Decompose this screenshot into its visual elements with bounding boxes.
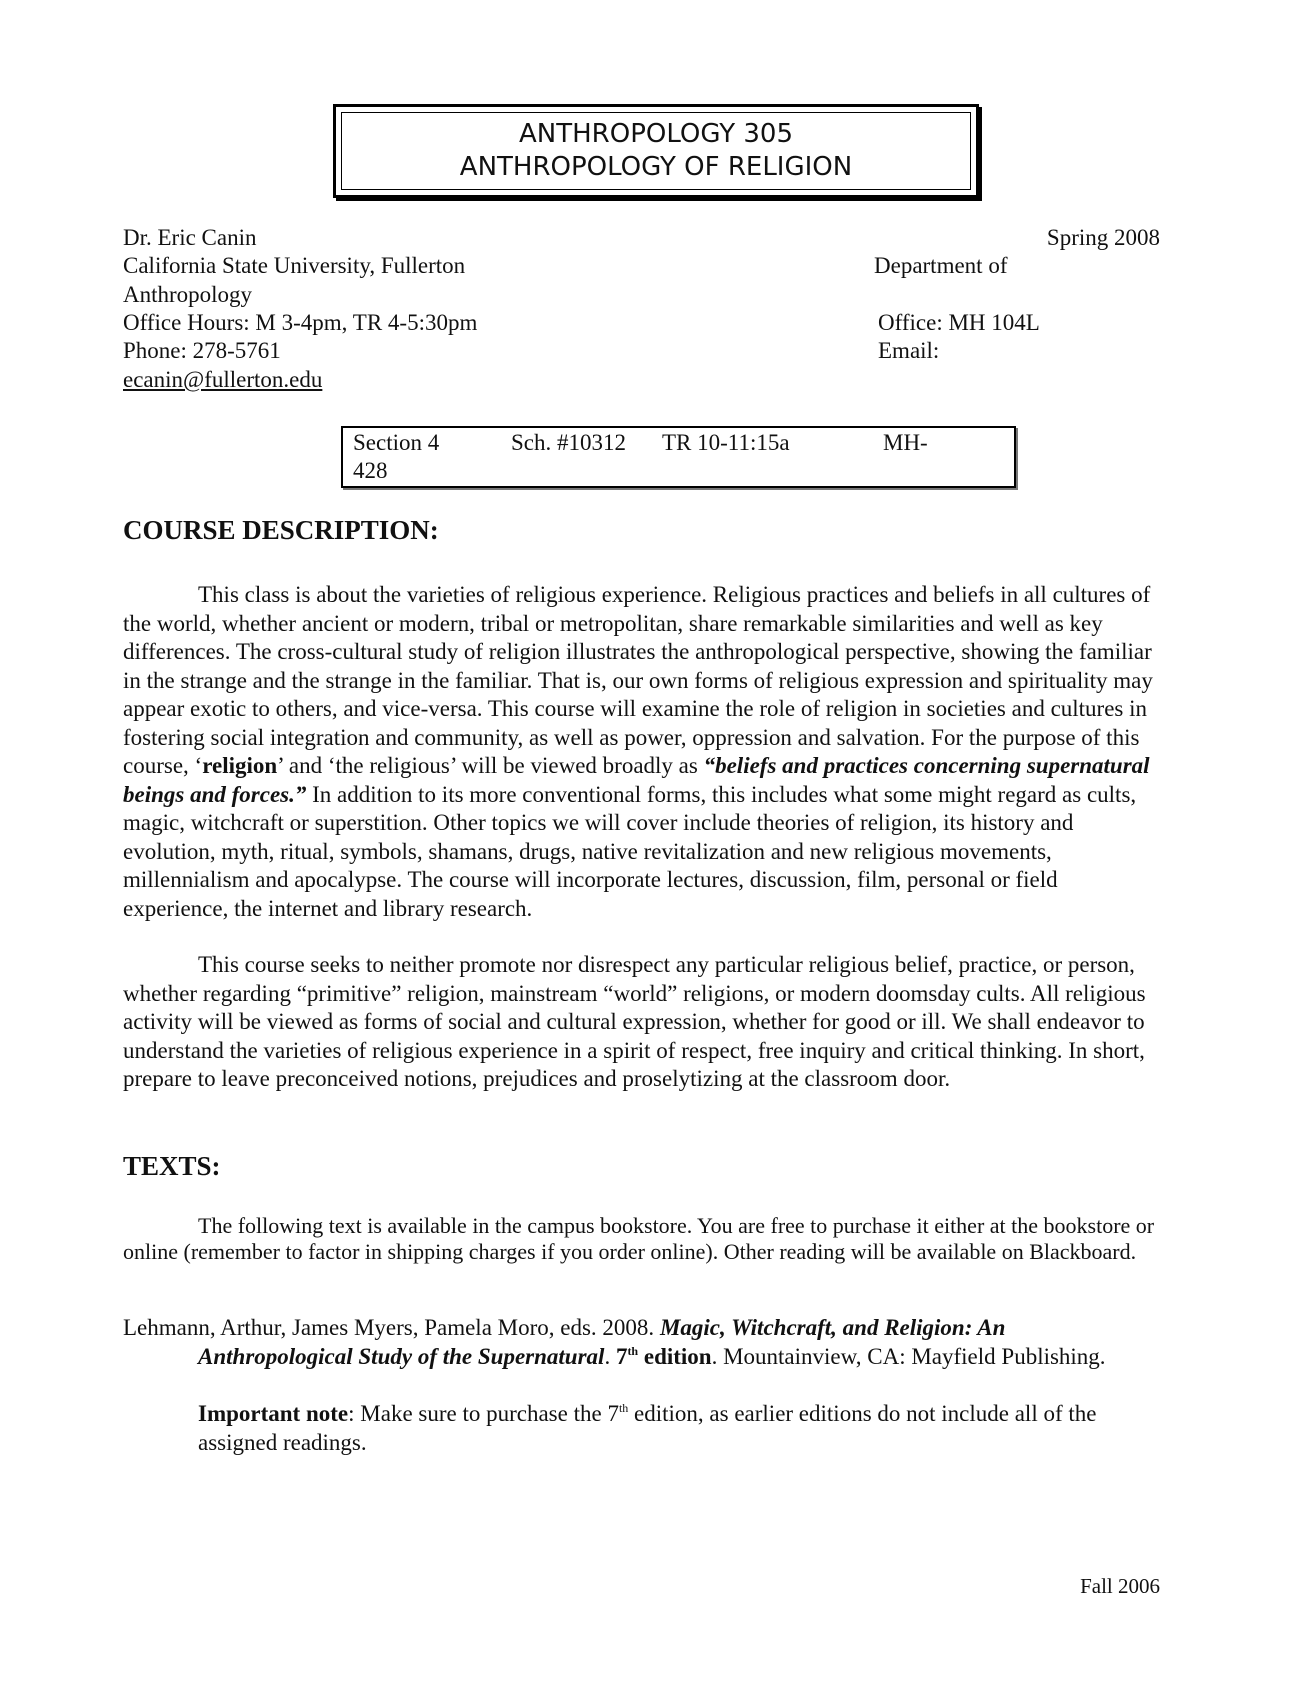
course-name: ANTHROPOLOGY OF RELIGION bbox=[459, 152, 853, 182]
course-description-paragraph-1 bbox=[123, 581, 1163, 923]
email-link[interactable]: ecanin@fullerton.edu bbox=[123, 367, 323, 392]
office-location: Office: MH 104L bbox=[878, 310, 1040, 335]
section-row-2 bbox=[353, 457, 1014, 485]
p1-religion-term: religion bbox=[202, 753, 278, 778]
phone: Phone: 278-5761 bbox=[123, 338, 281, 363]
citation-edition bbox=[616, 1344, 712, 1369]
edition-number: 7 bbox=[615, 1343, 628, 1369]
citation-authors: Lehmann, Arthur, James Myers, Pamela Moro, eds. 2008. bbox=[123, 1315, 660, 1340]
university: California State University, Fullerton bbox=[123, 253, 466, 278]
important-note-suffix: th bbox=[618, 1401, 629, 1415]
email-label: Email: bbox=[878, 338, 940, 363]
department-label: Department of bbox=[874, 253, 1008, 278]
section-info-box bbox=[341, 426, 1016, 488]
term: Spring 2008 bbox=[1046, 225, 1160, 250]
course-number: ANTHROPOLOGY 305 bbox=[519, 119, 793, 149]
important-note-text-a: : Make sure to purchase the 7 bbox=[348, 1401, 619, 1426]
section-number: Section 4 bbox=[353, 430, 440, 455]
p1-definition: “beliefs and practices concerning supernatural beings and forces.” bbox=[123, 753, 1150, 807]
instructor-name: Dr. Eric Canin bbox=[123, 225, 257, 250]
important-note-label: Important note bbox=[198, 1401, 349, 1426]
p1-text-a: This class is about the varieties of religious experience. Religious practices and beliefs in all cultures of the world, whether ancient or modern, tribal or metropolitan, share remarkable similarities and well as key differences. The cross-cultural study of religion illustrates the anthropological perspective, showing the familiar in the strange and the strange in the familiar. That is, our own forms of religious expression and spirituality may appear exotic to others, and vice-versa. This course will examine the role of religion in societies and cultures in fostering social integration and community, as well as power, oppression and salvation. For the purpose of this course, ‘ bbox=[123, 582, 1153, 778]
course-title-inner bbox=[341, 112, 971, 190]
citation-title: Magic, Witchcraft, and Religion: An Anthropological Study of the Supernatural bbox=[198, 1315, 1006, 1369]
course-description-heading: COURSE DESCRIPTION: bbox=[123, 515, 439, 545]
important-note-text-b: edition, as earlier editions do not include all of the assigned readings. bbox=[198, 1401, 1097, 1455]
textbook-citation bbox=[123, 1314, 1163, 1371]
office-hours: Office Hours: M 3-4pm, TR 4-5:30pm bbox=[123, 310, 478, 335]
course-title-box bbox=[333, 104, 979, 198]
room-part2: 428 bbox=[353, 458, 388, 483]
room-part1: MH- bbox=[883, 430, 928, 455]
important-note bbox=[198, 1400, 1163, 1457]
meeting-time: TR 10-11:15a bbox=[662, 430, 790, 455]
p1-text-b: ’ and ‘the religious’ will be viewed broadly as bbox=[277, 753, 704, 778]
department-name: Anthropology bbox=[123, 282, 253, 307]
section-row bbox=[353, 429, 1014, 457]
edition-suffix: th bbox=[627, 1343, 639, 1358]
citation-period: . bbox=[604, 1343, 616, 1369]
texts-heading: TEXTS: bbox=[123, 1151, 221, 1181]
page-footer: Fall 2006 bbox=[1080, 1574, 1160, 1598]
citation-publisher: . Mountainview, CA: Mayfield Publishing. bbox=[711, 1343, 1106, 1369]
course-description-paragraph-2: This course seeks to neither promote nor disrespect any particular religious belief, practice, or person, whether regarding “primitive” religion, mainstream “world” religions, or modern doomsday cults. All religious activity will be viewed as forms of social and cultural expression, whether for good or ill. We shall endeavor to understand the varieties of religious experience in a spirit of respect, free inquiry and critical thinking. In short, prepare to leave preconceived notions, prejudices and proselytizing at the classroom door. bbox=[123, 952, 1146, 1091]
texts-intro: The following text is available in the campus bookstore. You are free to purchase it either at the bookstore or online (remember to factor in shipping charges if you order online). Other reading will be available on Blackboard. bbox=[123, 1213, 1155, 1264]
schedule-number: Sch. #10312 bbox=[511, 430, 626, 455]
p1-text-c: In addition to its more conventional forms, this includes what some might regard as cults, magic, witchcraft or superstition. Other topics we will cover include theories of religion, its history and evolution, myth, ritual, symbols, shamans, drugs, native revitalization and new religious movements, millennialism and apocalypse. The course will incorporate lectures, discussion, film, personal or field experience, the internet and library research. bbox=[123, 781, 1137, 921]
edition-word: edition bbox=[638, 1343, 712, 1369]
